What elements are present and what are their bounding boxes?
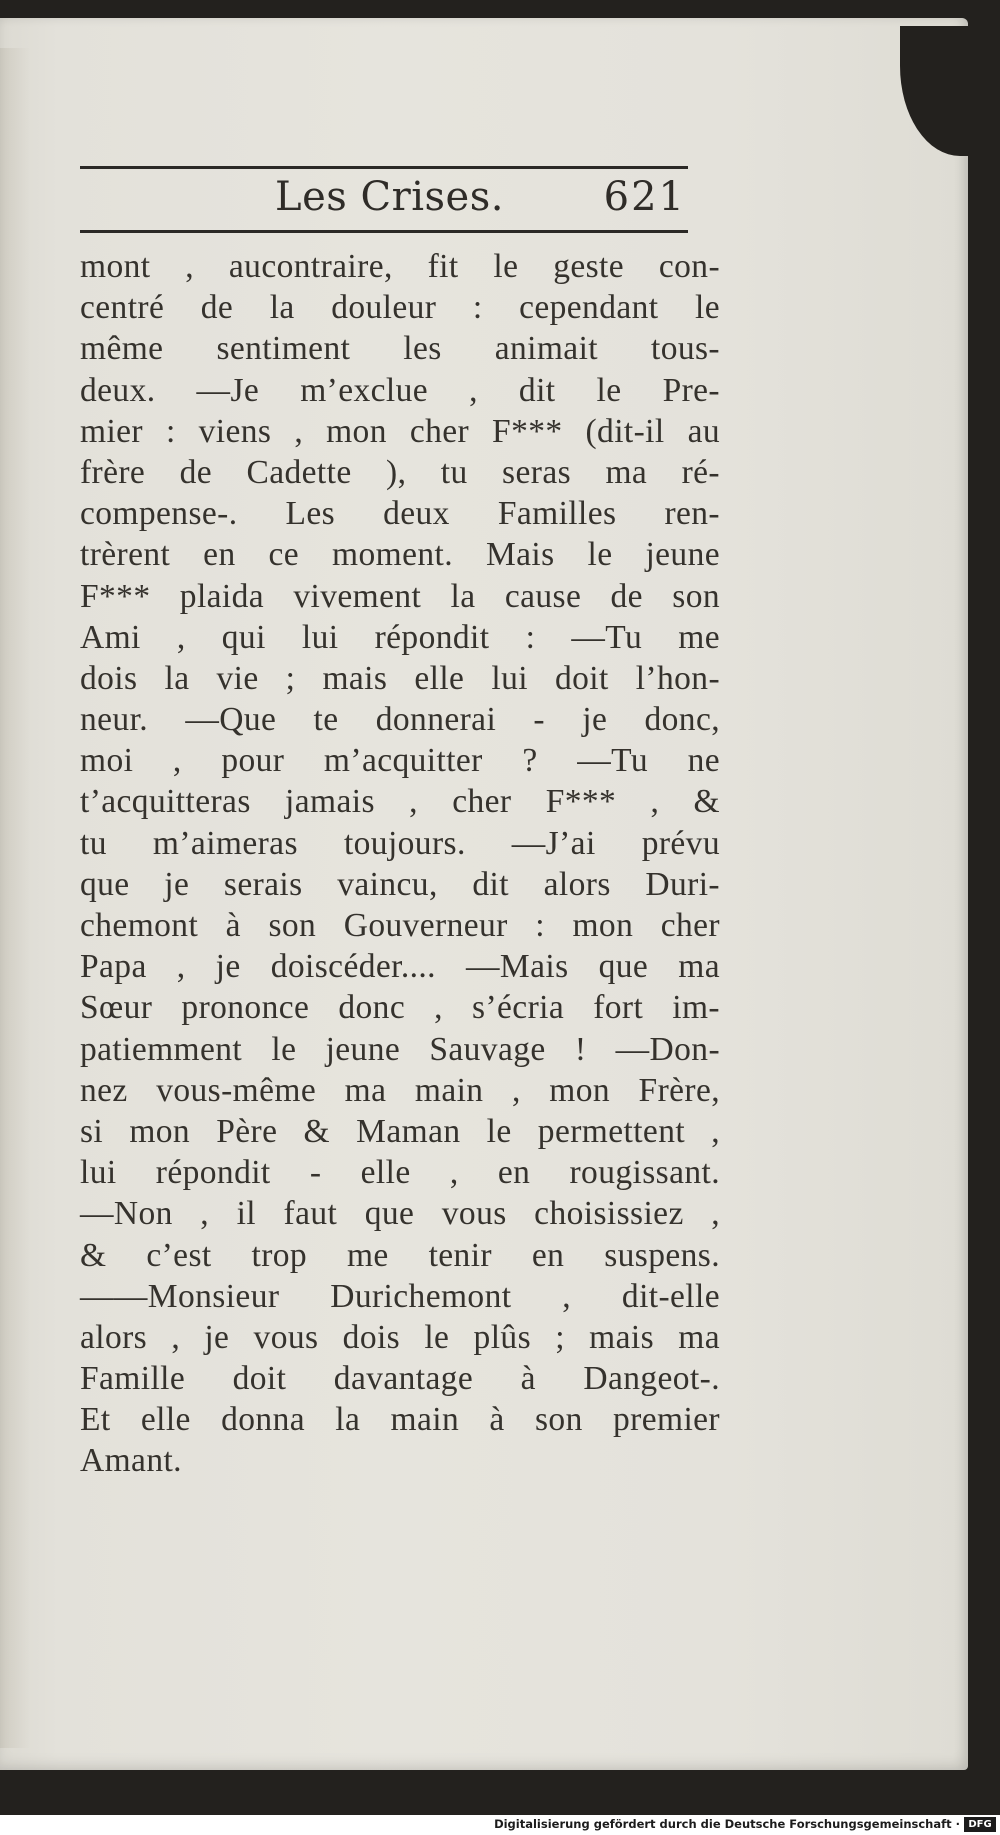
page-edge-stain	[0, 48, 30, 1748]
book-page	[0, 18, 968, 1770]
text-line: neur. —Que te donnerai - je donc,	[80, 701, 720, 739]
text-line: Famille doit davantage à Dangeot-.	[80, 1360, 720, 1398]
text-line: si mon Père & Maman le permettent ,	[80, 1112, 720, 1150]
funding-credit: Digitalisierung gefördert durch die Deutsche Forschungsgemeinschaft ·	[494, 1817, 960, 1831]
text-line: deux. —Je m’exclue , dit le Pre-	[80, 371, 720, 409]
running-head	[80, 170, 688, 228]
text-line: alors , je vous dois le plûs ; mais ma	[80, 1318, 720, 1356]
text-line: —Non , il faut que vous choisissiez ,	[80, 1195, 720, 1233]
digitization-footer	[0, 1815, 1000, 1835]
header-rule-bottom	[80, 230, 688, 233]
text-line: Papa , je doiscéder.... —Mais que ma	[80, 948, 720, 986]
text-line: que je serais vaincu, dit alors Duri-	[80, 865, 720, 903]
text-line: & c’est trop me tenir en suspens.	[80, 1236, 720, 1274]
page-number: 621	[603, 174, 686, 220]
text-line: moi , pour m’acquitter ? —Tu ne	[80, 742, 720, 780]
text-line: chemont à son Gouverneur : mon cher	[80, 907, 720, 944]
text-line: tu m’aimeras toujours. —J’ai prévu	[80, 824, 720, 862]
text-line: mont , aucontraire, fit le geste con-	[80, 248, 720, 285]
text-line: même sentiment les animait tous-	[80, 330, 720, 368]
text-line: mier : viens , mon cher F*** (dit-il au	[80, 412, 720, 450]
torn-corner	[900, 26, 990, 156]
text-line: F*** plaida vivement la cause de son	[80, 577, 720, 615]
text-line: Sœur prononce donc , s’écria fort im-	[80, 989, 720, 1027]
text-line: compense-. Les deux Familles ren-	[80, 495, 720, 533]
text-line: trèrent en ce moment. Mais le jeune	[80, 536, 720, 574]
text-line: centré de la douleur : cependant le	[80, 289, 720, 327]
text-line: lui répondit - elle , en rougissant.	[80, 1154, 720, 1192]
dfg-logo-icon: DFG	[964, 1817, 996, 1832]
text-line: dois la vie ; mais elle lui doit l’hon-	[80, 659, 720, 697]
running-title: Les Crises.	[275, 174, 504, 220]
text-line: Et elle donna la main à son premier	[80, 1401, 720, 1439]
body-text	[80, 246, 720, 1482]
text-line: patiemment le jeune Sauvage ! —Don-	[80, 1030, 720, 1068]
text-line: frère de Cadette ), tu seras ma ré-	[80, 453, 720, 491]
header-rule-top	[80, 166, 688, 169]
text-line: Ami , qui lui répondit : —Tu me	[80, 618, 720, 656]
text-line: Amant.	[80, 1442, 182, 1480]
text-line: t’acquitteras jamais , cher F*** , &	[80, 783, 720, 821]
text-line: ——Monsieur Durichemont , dit-elle	[80, 1277, 720, 1315]
text-line: nez vous-même ma main , mon Frère,	[80, 1071, 720, 1109]
